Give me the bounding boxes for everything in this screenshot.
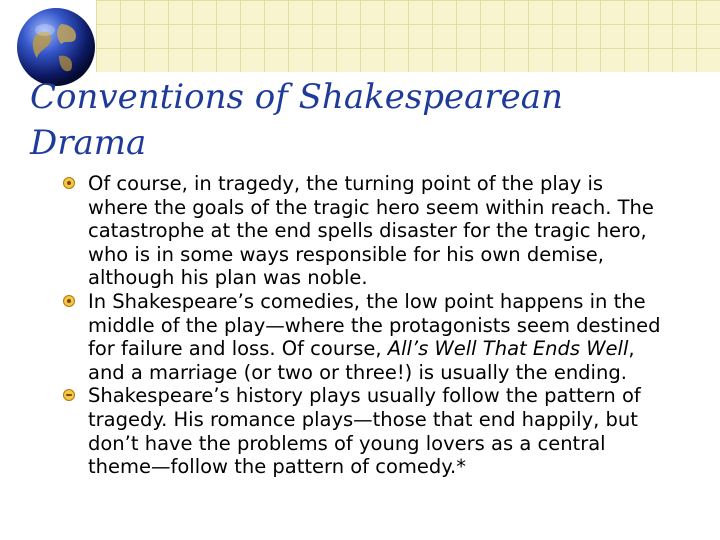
play-title-italic: All’s Well That Ends Well [387, 337, 629, 361]
bullet-list [64, 172, 664, 479]
header-grid-decoration [96, 0, 720, 72]
bullet-text: Shakespeare’s history plays usually follow the pattern of tragedy. His romance plays—those that end happily, but don’t have the problems of young lovers as a central theme—follow the pattern of comedy.* [88, 384, 641, 479]
coin-bullet-icon [63, 177, 75, 189]
coin-bullet-icon [63, 389, 75, 401]
bullet-item-history [64, 384, 664, 478]
bullet-item-comedies [64, 290, 664, 384]
bullet-text: Of course, in tragedy, the turning point of the play is where the goals of the tragic hero seem within reach. The catastrophe at the end spells disaster for the tragic hero, who is in some ways responsible for his own demise, although his plan was noble. [88, 172, 654, 290]
bullet-text-before: In Shakespeare’s comedies, the low point happens in the middle of the play—where the protagonists seem destined for failure and loss. Of course, [88, 289, 661, 361]
coin-bullet-icon [63, 295, 75, 307]
slide-title: Conventions of Shakespearean Drama [30, 77, 563, 163]
bullet-text-after: , and a marriage (or two or three!) is usually the ending. [88, 337, 635, 384]
bullet-item-tragedy [64, 172, 664, 290]
